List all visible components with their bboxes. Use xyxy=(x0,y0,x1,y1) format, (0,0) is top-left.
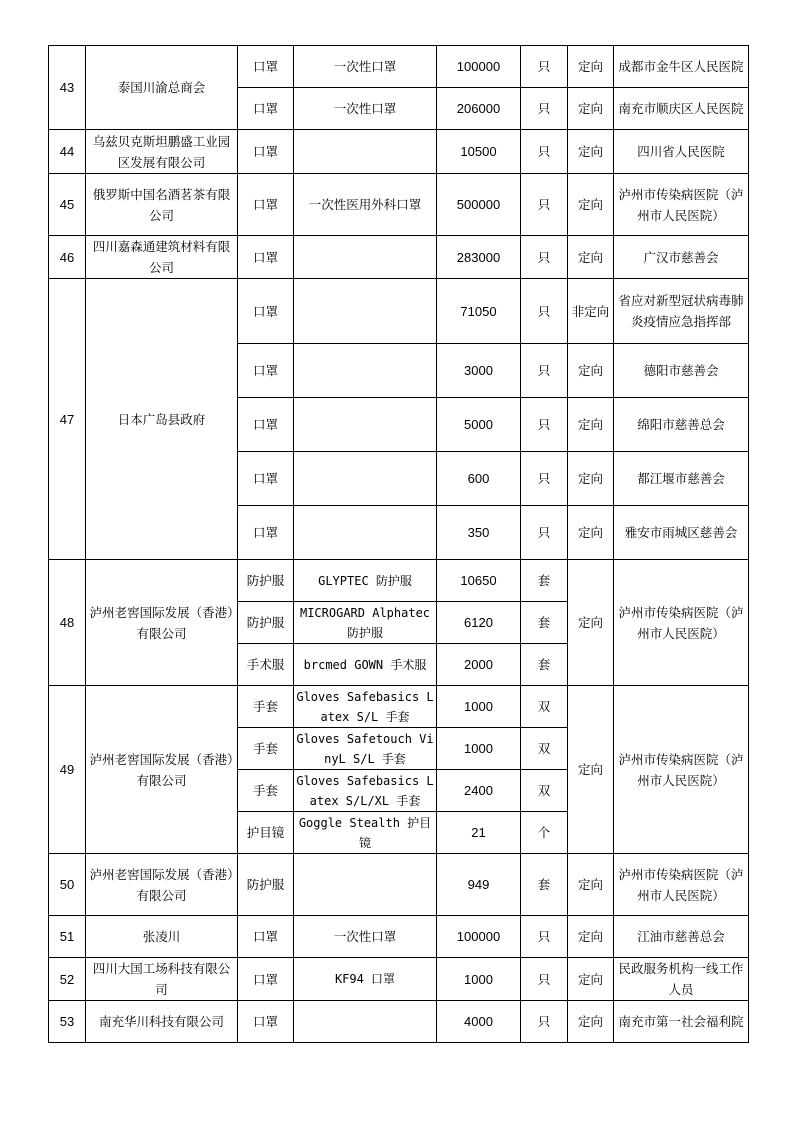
item-spec xyxy=(294,452,437,506)
item-unit: 只 xyxy=(521,506,568,560)
donation-method: 定向 xyxy=(568,236,614,279)
recipient: 广汉市慈善会 xyxy=(614,236,749,279)
row-number: 51 xyxy=(49,916,86,958)
donor-name: 四川嘉森通建筑材料有限公司 xyxy=(86,236,238,279)
recipient: 南充市顺庆区人民医院 xyxy=(614,88,749,130)
item-quantity: 10500 xyxy=(437,130,521,174)
item-type: 口罩 xyxy=(238,130,294,174)
item-type: 口罩 xyxy=(238,398,294,452)
item-unit: 个 xyxy=(521,812,568,854)
item-type: 口罩 xyxy=(238,344,294,398)
donor-name: 泸州老窖国际发展（香港）有限公司 xyxy=(86,854,238,916)
donation-method: 定向 xyxy=(568,174,614,236)
item-type: 口罩 xyxy=(238,279,294,344)
item-quantity: 1000 xyxy=(437,958,521,1001)
item-quantity: 4000 xyxy=(437,1001,521,1043)
recipient: 民政服务机构一线工作人员 xyxy=(614,958,749,1001)
recipient: 泸州市传染病医院（泸州市人民医院） xyxy=(614,560,749,686)
item-unit: 只 xyxy=(521,398,568,452)
table-row xyxy=(49,130,749,174)
item-quantity: 71050 xyxy=(437,279,521,344)
donor-name: 张凌川 xyxy=(86,916,238,958)
item-quantity: 10650 xyxy=(437,560,521,602)
row-number: 47 xyxy=(49,279,86,560)
item-quantity: 2400 xyxy=(437,770,521,812)
item-type: 口罩 xyxy=(238,88,294,130)
item-quantity: 600 xyxy=(437,452,521,506)
item-type: 防护服 xyxy=(238,854,294,916)
recipient: 成都市金牛区人民医院 xyxy=(614,46,749,88)
table-row xyxy=(49,1001,749,1043)
recipient: 江油市慈善总会 xyxy=(614,916,749,958)
table-body xyxy=(49,46,749,1043)
item-type: 口罩 xyxy=(238,46,294,88)
item-type: 口罩 xyxy=(238,916,294,958)
donation-method: 定向 xyxy=(568,1001,614,1043)
item-type: 手套 xyxy=(238,686,294,728)
table-row xyxy=(49,854,749,916)
donation-method: 定向 xyxy=(568,686,614,854)
donation-method: 定向 xyxy=(568,958,614,1001)
recipient: 绵阳市慈善总会 xyxy=(614,398,749,452)
item-unit: 套 xyxy=(521,602,568,644)
table-row xyxy=(49,686,749,728)
recipient: 泸州市传染病医院（泸州市人民医院） xyxy=(614,174,749,236)
donation-method: 定向 xyxy=(568,46,614,88)
item-spec xyxy=(294,398,437,452)
item-quantity: 21 xyxy=(437,812,521,854)
donation-method: 定向 xyxy=(568,344,614,398)
item-spec xyxy=(294,236,437,279)
item-unit: 只 xyxy=(521,279,568,344)
donation-method: 定向 xyxy=(568,398,614,452)
item-type: 口罩 xyxy=(238,506,294,560)
item-unit: 套 xyxy=(521,854,568,916)
item-unit: 只 xyxy=(521,1001,568,1043)
table-row xyxy=(49,560,749,602)
item-unit: 套 xyxy=(521,560,568,602)
item-spec xyxy=(294,130,437,174)
item-quantity: 2000 xyxy=(437,644,521,686)
donation-table xyxy=(48,45,749,1043)
item-unit: 套 xyxy=(521,644,568,686)
row-number: 48 xyxy=(49,560,86,686)
item-spec: Goggle Stealth 护目镜 xyxy=(294,812,437,854)
item-type: 手术服 xyxy=(238,644,294,686)
donor-name: 乌兹贝克斯坦鹏盛工业园区发展有限公司 xyxy=(86,130,238,174)
item-type: 口罩 xyxy=(238,236,294,279)
item-spec: 一次性口罩 xyxy=(294,88,437,130)
item-spec xyxy=(294,344,437,398)
item-unit: 双 xyxy=(521,686,568,728)
item-quantity: 350 xyxy=(437,506,521,560)
item-type: 防护服 xyxy=(238,602,294,644)
item-spec: KF94 口罩 xyxy=(294,958,437,1001)
item-unit: 双 xyxy=(521,728,568,770)
item-type: 口罩 xyxy=(238,174,294,236)
recipient: 四川省人民医院 xyxy=(614,130,749,174)
donation-method: 定向 xyxy=(568,452,614,506)
item-type: 手套 xyxy=(238,770,294,812)
row-number: 43 xyxy=(49,46,86,130)
donation-method: 定向 xyxy=(568,506,614,560)
donation-method: 定向 xyxy=(568,130,614,174)
recipient: 德阳市慈善会 xyxy=(614,344,749,398)
recipient: 泸州市传染病医院（泸州市人民医院） xyxy=(614,686,749,854)
item-quantity: 3000 xyxy=(437,344,521,398)
item-quantity: 5000 xyxy=(437,398,521,452)
row-number: 50 xyxy=(49,854,86,916)
item-spec xyxy=(294,506,437,560)
row-number: 44 xyxy=(49,130,86,174)
table-row xyxy=(49,958,749,1001)
item-quantity: 949 xyxy=(437,854,521,916)
row-number: 45 xyxy=(49,174,86,236)
item-type: 手套 xyxy=(238,728,294,770)
item-spec: brcmed GOWN 手术服 xyxy=(294,644,437,686)
donor-name: 南充华川科技有限公司 xyxy=(86,1001,238,1043)
table-row xyxy=(49,174,749,236)
table-row xyxy=(49,279,749,344)
recipient: 省应对新型冠状病毒肺炎疫情应急指挥部 xyxy=(614,279,749,344)
donor-name: 泸州老窖国际发展（香港）有限公司 xyxy=(86,560,238,686)
donation-method: 定向 xyxy=(568,854,614,916)
item-type: 口罩 xyxy=(238,452,294,506)
recipient: 雅安市雨城区慈善会 xyxy=(614,506,749,560)
item-spec xyxy=(294,854,437,916)
item-type: 防护服 xyxy=(238,560,294,602)
item-unit: 只 xyxy=(521,88,568,130)
item-unit: 双 xyxy=(521,770,568,812)
table-row xyxy=(49,236,749,279)
item-spec xyxy=(294,279,437,344)
item-spec: 一次性口罩 xyxy=(294,46,437,88)
row-number: 49 xyxy=(49,686,86,854)
donation-method: 定向 xyxy=(568,560,614,686)
recipient: 都江堰市慈善会 xyxy=(614,452,749,506)
donor-name: 俄罗斯中国名酒茗茶有限公司 xyxy=(86,174,238,236)
item-unit: 只 xyxy=(521,452,568,506)
item-unit: 只 xyxy=(521,236,568,279)
item-unit: 只 xyxy=(521,46,568,88)
item-unit: 只 xyxy=(521,916,568,958)
donor-name: 泸州老窖国际发展（香港）有限公司 xyxy=(86,686,238,854)
item-quantity: 100000 xyxy=(437,46,521,88)
donor-name: 泰国川渝总商会 xyxy=(86,46,238,130)
item-spec: Gloves Safebasics Latex S/L/XL 手套 xyxy=(294,770,437,812)
item-spec: 一次性医用外科口罩 xyxy=(294,174,437,236)
item-unit: 只 xyxy=(521,174,568,236)
donation-method: 非定向 xyxy=(568,279,614,344)
donation-method: 定向 xyxy=(568,88,614,130)
recipient: 泸州市传染病医院（泸州市人民医院） xyxy=(614,854,749,916)
item-type: 护目镜 xyxy=(238,812,294,854)
item-spec: MICROGARD Alphatec 防护服 xyxy=(294,602,437,644)
recipient: 南充市第一社会福利院 xyxy=(614,1001,749,1043)
donation-method: 定向 xyxy=(568,916,614,958)
item-type: 口罩 xyxy=(238,1001,294,1043)
row-number: 53 xyxy=(49,1001,86,1043)
item-spec: GLYPTEC 防护服 xyxy=(294,560,437,602)
donor-name: 四川大国工场科技有限公司 xyxy=(86,958,238,1001)
item-quantity: 206000 xyxy=(437,88,521,130)
item-unit: 只 xyxy=(521,958,568,1001)
item-unit: 只 xyxy=(521,130,568,174)
item-quantity: 500000 xyxy=(437,174,521,236)
item-spec xyxy=(294,1001,437,1043)
item-unit: 只 xyxy=(521,344,568,398)
item-quantity: 1000 xyxy=(437,728,521,770)
row-number: 46 xyxy=(49,236,86,279)
row-number: 52 xyxy=(49,958,86,1001)
item-quantity: 283000 xyxy=(437,236,521,279)
item-spec: Gloves Safebasics Latex S/L 手套 xyxy=(294,686,437,728)
item-spec: Gloves Safetouch VinyL S/L 手套 xyxy=(294,728,437,770)
item-type: 口罩 xyxy=(238,958,294,1001)
item-spec: 一次性口罩 xyxy=(294,916,437,958)
item-quantity: 1000 xyxy=(437,686,521,728)
table-row xyxy=(49,46,749,88)
item-quantity: 6120 xyxy=(437,602,521,644)
item-quantity: 100000 xyxy=(437,916,521,958)
table-row xyxy=(49,916,749,958)
donor-name: 日本广岛县政府 xyxy=(86,279,238,560)
